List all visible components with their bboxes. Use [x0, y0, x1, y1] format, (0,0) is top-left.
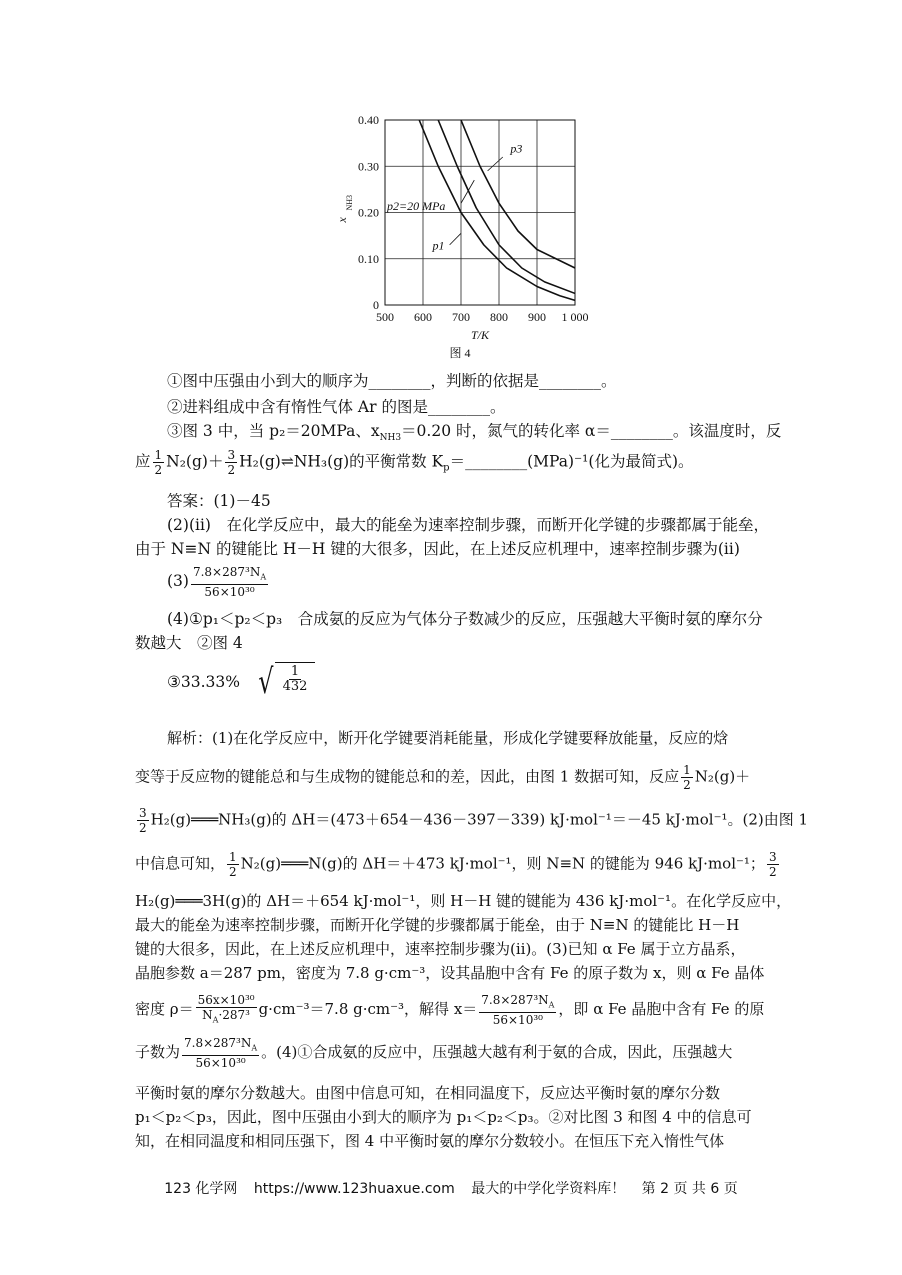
analysis-line-9: 密度 ρ＝ $\frac{\text{56x×10³⁰}}{N_A\cdot 287^3}$ g·cm⁻³＝7.8 g·cm⁻³，解得 x＝ $\frac{7.8\times 287^3N_A}{\text{56×10³⁰}}$ ，即 α Fe 晶胞中含有 Fe 的原 [135, 993, 765, 1028]
analysis-line-11: 平衡时氨的摩尔分数越大。由图中信息可知，在相同温度下，反应达平衡时氨的摩尔分数 [135, 1084, 721, 1102]
fraction-half: $\frac{1}{2}$ [154, 448, 163, 477]
y-axis-label: x [335, 217, 349, 223]
x-tick-label: 800 [490, 310, 508, 324]
y-tick-label: 0.30 [358, 159, 379, 174]
y-tick-label: 0 [373, 298, 379, 312]
x-tick-label: 1 000 [561, 310, 589, 324]
answer-1: 答案：(1)－45 [167, 492, 271, 510]
chart-svg [330, 105, 600, 365]
fraction-three-half: $\frac{3}{2}$ [227, 448, 236, 477]
footer-url[interactable]: https://www.123huaxue.com [253, 1181, 455, 1197]
page-footer [0, 1178, 902, 1198]
footer-slogan: 最大的中学化学资料库！ [471, 1181, 626, 1197]
question-3-line-1: ③图 3 中，当 p₂＝20MPa、$x_{NH3}=0.20$ 时，氮气的转化率 α＝________。该温度时，反 [167, 422, 782, 444]
question-1: ①图中压强由小到大的顺序为________，判断的依据是________。 [167, 372, 617, 390]
x-tick-label: 500 [376, 310, 394, 324]
question-2: ②进料组成中含有惰性气体 Ar 的图是________。 [167, 398, 506, 416]
analysis-line-6: 最大的能垒为速率控制步骤，而断开化学键的步骤都属于能垒，由于 N≡N 的键能比 H－H [135, 916, 740, 934]
answer-3-fraction: $\frac{7.8\times 287^3N_A}{\text{56×10³⁰}}$ [192, 565, 267, 600]
footer-page-number: 第 2 页 共 6 页 [641, 1181, 738, 1197]
analysis-line-4: 中信息可知， $\frac{1}{2}$ N₂(g)═══N(g)的 ΔH＝＋473 kJ·mol⁻¹，则 N≡N 的键能为 946 kJ·mol⁻¹； $\frac{3}{2}$ [135, 850, 777, 879]
analysis-line-7: 键的大很多，因此，在上述反应机理中，速率控制步骤为(ⅱ)。(3)已知 α Fe 属于立方晶系， [135, 940, 746, 958]
y-tick-label: 0.10 [358, 251, 379, 266]
x-tick-label: 600 [414, 310, 432, 324]
label-p1-leader [450, 233, 461, 245]
answer-4-line-1: (4)①p₁＜p₂＜p₃ 合成氨的反应为气体分子数减少的反应，压强越大平衡时氨的摩尔分 [167, 610, 763, 628]
answer-2-line-2: 由于 N≡N 的键能比 H－H 键的大很多，因此，在上述反应机理中，速率控制步骤为(ⅱ) [135, 540, 740, 558]
answer-2-line-1: (2)(ⅱ) 在化学反应中，最大的能垒为速率控制步骤，而断开化学键的步骤都属于能垒， [167, 516, 769, 534]
x-axis-label: T/K [470, 328, 490, 342]
x-tick-label: 900 [528, 310, 546, 324]
analysis-line-12: p₁＜p₂＜p₃，因此，图中压强由小到大的顺序为 p₁＜p₂＜p₃。②对比图 3 和图 4 中的信息可 [135, 1108, 752, 1126]
label-p2: p2=20 MPa [387, 199, 446, 214]
analysis-line-5: H₂(g)═══3H(g)的 ΔH＝＋654 kJ·mol⁻¹，则 H－H 键的键能为 436 kJ·mol⁻¹。在化学反应中， [135, 892, 792, 910]
answer-3: (3) $\frac{7.8\times 287^3N_A}{\text{56×10³⁰}}$ [167, 565, 267, 600]
answer-4-line-2: 数越大 ②图 4 [135, 634, 243, 652]
figure-caption: 图 4 [449, 346, 471, 360]
analysis-line-1: 解析：(1)在化学反应中，断开化学键要消耗能量，形成化学键要释放能量，反应的焓 [167, 729, 729, 747]
question-3-line-2: 应 $\frac{1}{2}$ N₂(g)＋ $\frac{3}{2}$ H₂(g)⇌NH₃(g)的平衡常数 $K_p=\_\_\_\_\_\_\_\_(MPa)^{-1}$(化为最简式)。 [135, 448, 694, 477]
answer-4-line-3: ③33.33% √ $\frac{1}{432}$ [167, 662, 807, 702]
label-p1: p1 [432, 238, 445, 253]
analysis-line-13: 知，在相同温度和相同压强下，图 4 中平衡时氨的摩尔分数较小。在恒压下充入惰性气体 [135, 1132, 725, 1150]
y-axis-label-sub: NH3 [345, 194, 354, 211]
figure-4-chart [330, 105, 600, 365]
analysis-line-10: 子数为 $\frac{7.8\times 287^3N_A}{\text{56×10³⁰}}$ 。(4)①合成氨的反应中，压强越大越有利于氨的合成，因此，压强越大 [135, 1036, 733, 1071]
label-p3: p3 [510, 141, 523, 156]
footer-site: 123 化学网 [164, 1181, 238, 1197]
analysis-line-3: $\frac{3}{2}$ H₂(g)═══NH₃(g)的 ΔH＝(473＋654－436－397－339) kJ·mol⁻¹＝－45 kJ·mol⁻¹。(2)由图 1 [139, 806, 809, 835]
sqrt-expression: √ $\frac{1}{432}$ [255, 662, 316, 702]
analysis-line-8: 晶胞参数 a＝287 pm，密度为 7.8 g·cm⁻³，设其晶胞中含有 Fe 的原子数为 x，则 α Fe 晶体 [135, 964, 765, 982]
label-p3-leader [488, 157, 503, 171]
y-tick-label: 0.20 [358, 205, 379, 220]
x-tick-label: 700 [452, 310, 470, 324]
analysis-line-2: 变等于反应物的键能总和与生成物的键能总和的差，因此，由图 1 数据可知，反应 $\frac{1}{2}$ N₂(g)＋ [135, 763, 751, 792]
y-tick-label: 0.40 [358, 113, 379, 127]
